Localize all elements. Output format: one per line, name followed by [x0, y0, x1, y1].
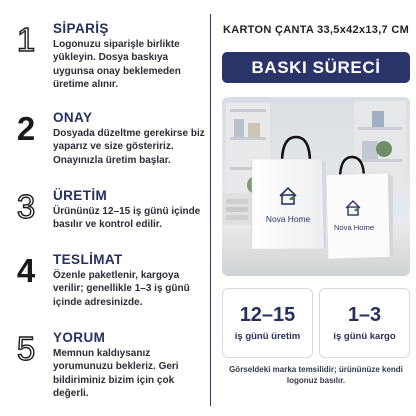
- product-photo: [222, 97, 410, 276]
- svg-text:Nova Home: Nova Home: [265, 214, 311, 224]
- stat-value: 1–3: [347, 304, 382, 326]
- process-banner: BASKI SÜRECİ: [222, 52, 410, 83]
- product-panel: [216, 0, 416, 416]
- step-description: Logonuzu siparişle birlikte yükleyin. Dosya baskıya uygunsa onay beklemeden üretime alınır.: [53, 39, 181, 91]
- step-number-1: [13, 21, 39, 55]
- stat-card-shipping: [319, 288, 410, 358]
- step-description: Memnun kaldıysanız yorumunuzu bekleriz. Geri bildiriminiz bizim için çok değerli.: [53, 348, 179, 400]
- step-description: Ürününüz 12–15 iş günü içinde basılır ve kontrol edilir.: [53, 206, 201, 231]
- step-number-2: [13, 110, 39, 144]
- step-number-5: [13, 330, 39, 364]
- step-number-3: [13, 188, 39, 222]
- step-title: ÜRETİM: [53, 188, 108, 203]
- step-title: ONAY: [53, 110, 93, 125]
- brand-disclaimer: Görseldeki marka temsilidir; ürününüze kendi logonuz basılır.: [229, 365, 403, 385]
- step-title: TESLİMAT: [53, 252, 123, 267]
- svg-text:5: 5: [16, 330, 36, 364]
- svg-text:3: 3: [16, 188, 36, 222]
- svg-text:Nova Home: Nova Home: [333, 223, 375, 232]
- product-title: KARTON ÇANTA 33,5x42x13,7 CM: [222, 24, 410, 36]
- stat-label: iş günü kargo: [333, 331, 396, 342]
- step-title: YORUM: [53, 330, 106, 345]
- stat-card-production: [222, 288, 313, 358]
- step-number-4: [13, 252, 39, 286]
- stat-value: 12–15: [239, 304, 296, 326]
- svg-text:1: 1: [16, 21, 36, 55]
- step-description: Dosyada düzeltme gerekirse biz yaparız ve size gösteririz. Onayınızla üretim başlar.: [53, 128, 205, 166]
- step-title: SİPARİŞ: [53, 21, 109, 36]
- stat-label: iş günü üretim: [234, 331, 301, 342]
- svg-text:4: 4: [16, 252, 36, 286]
- step-description: Özenle paketlenir, kargoya verilir; genellikle 1–3 iş günü içinde adresinizde.: [53, 270, 190, 308]
- vertical-divider: [210, 14, 211, 406]
- svg-text:2: 2: [16, 110, 36, 144]
